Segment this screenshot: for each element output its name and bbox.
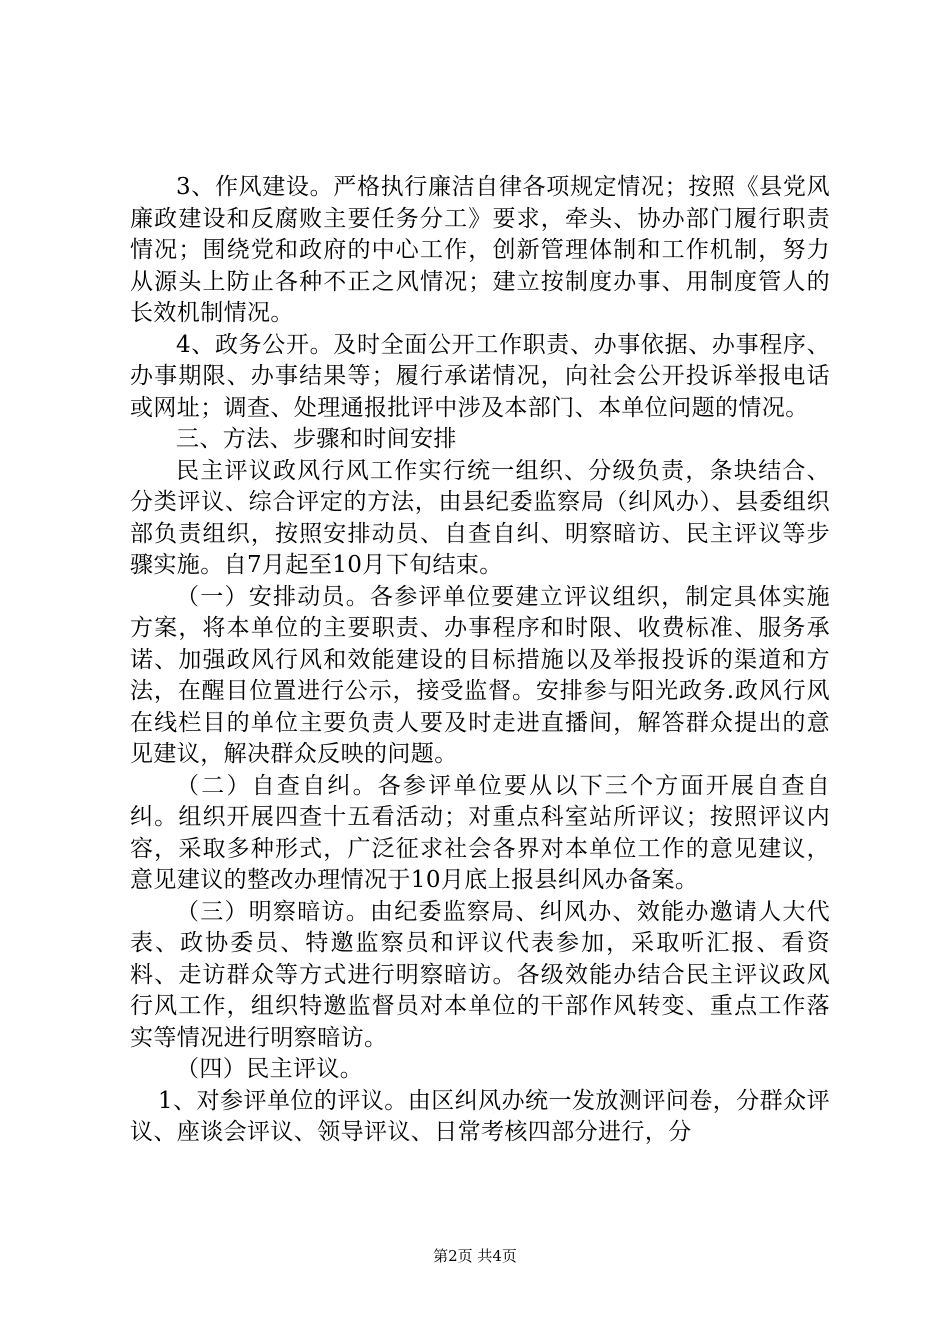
page-footer: 第2页 共4页	[433, 1247, 517, 1265]
paragraph-work-style: 3、作风建设。严格执行廉洁自律各项规定情况；按照《县党风廉政建设和反腐败主要任务分工》要求，牵头、协办部门履行职责情况；围绕党和政府的中心工作，创新管理体制和工作机制，努力从源头上防止各种不正之风情况；建立按制度办事、用制度管人的长效机制情况。	[130, 174, 830, 326]
document-body	[130, 172, 830, 1149]
subsection-heading: （四）民主评议。	[176, 1056, 364, 1082]
paragraph-unit-evaluation: 1、对参评单位的评议。由区纠风办统一发放测评问卷，分群众评议、座谈会评议、领导评议、日常考核四部分进行，分	[130, 1087, 830, 1145]
paragraph-government-affairs: 4、政务公开。及时全面公开工作职责、办事依据、办事程序、办事期限、办事结果等；履行承诺情况，向社会公开投诉举报电话或网址；调查、处理通报批评中涉及本部门、本单位问题的情况。	[130, 331, 830, 421]
section-heading: 三、方法、步骤和时间安排	[176, 426, 457, 452]
paragraph-inspection-visits: （三）明察暗访。由纪委监察局、纠风办、效能办邀请人大代表、政协委员、特邀监察员和评议代表参加，采取听汇报、看资料、走访群众等方式进行明察暗访。各级效能办结合民主评议政风行风工作，组织特邀监督员对本单位的干部作风转变、重点工作落实等情况进行明察暗访。	[130, 898, 830, 1051]
paragraph-self-inspection: （二）自查自纠。各参评单位要从以下三个方面开展自查自纠。组织开展四查十五看活动；对重点科室站所评议；按照评议内容，采取多种形式，广泛征求社会各界对本单位工作的意见建议，意见建议的整改办理情况于10月底上报县纠风办备案。	[130, 772, 830, 893]
paragraph-mobilization: （一）安排动员。各参评单位要建立评议组织，制定具体实施方案，将本单位的主要职责、办事程序和时限、收费标准、服务承诺、加强政风行风和效能建设的目标措施以及举报投诉的渠道和方法，在醒目位置进行公示，接受监督。安排参与阳光政务.政风行风在线栏目的单位主要负责人要及时走进直播间，解答群众提出的意见建议，解决群众反映的问题。	[130, 583, 830, 767]
paragraph-method-overview: 民主评议政风行风工作实行统一组织、分级负责，条块结合、分类评议、综合评定的方法，由县纪委监察局（纠风办）、县委组织部负责组织，按照安排动员、自查自纠、明察暗访、民主评议等步骤实施。自7月起至10月下旬结束。	[130, 457, 830, 578]
